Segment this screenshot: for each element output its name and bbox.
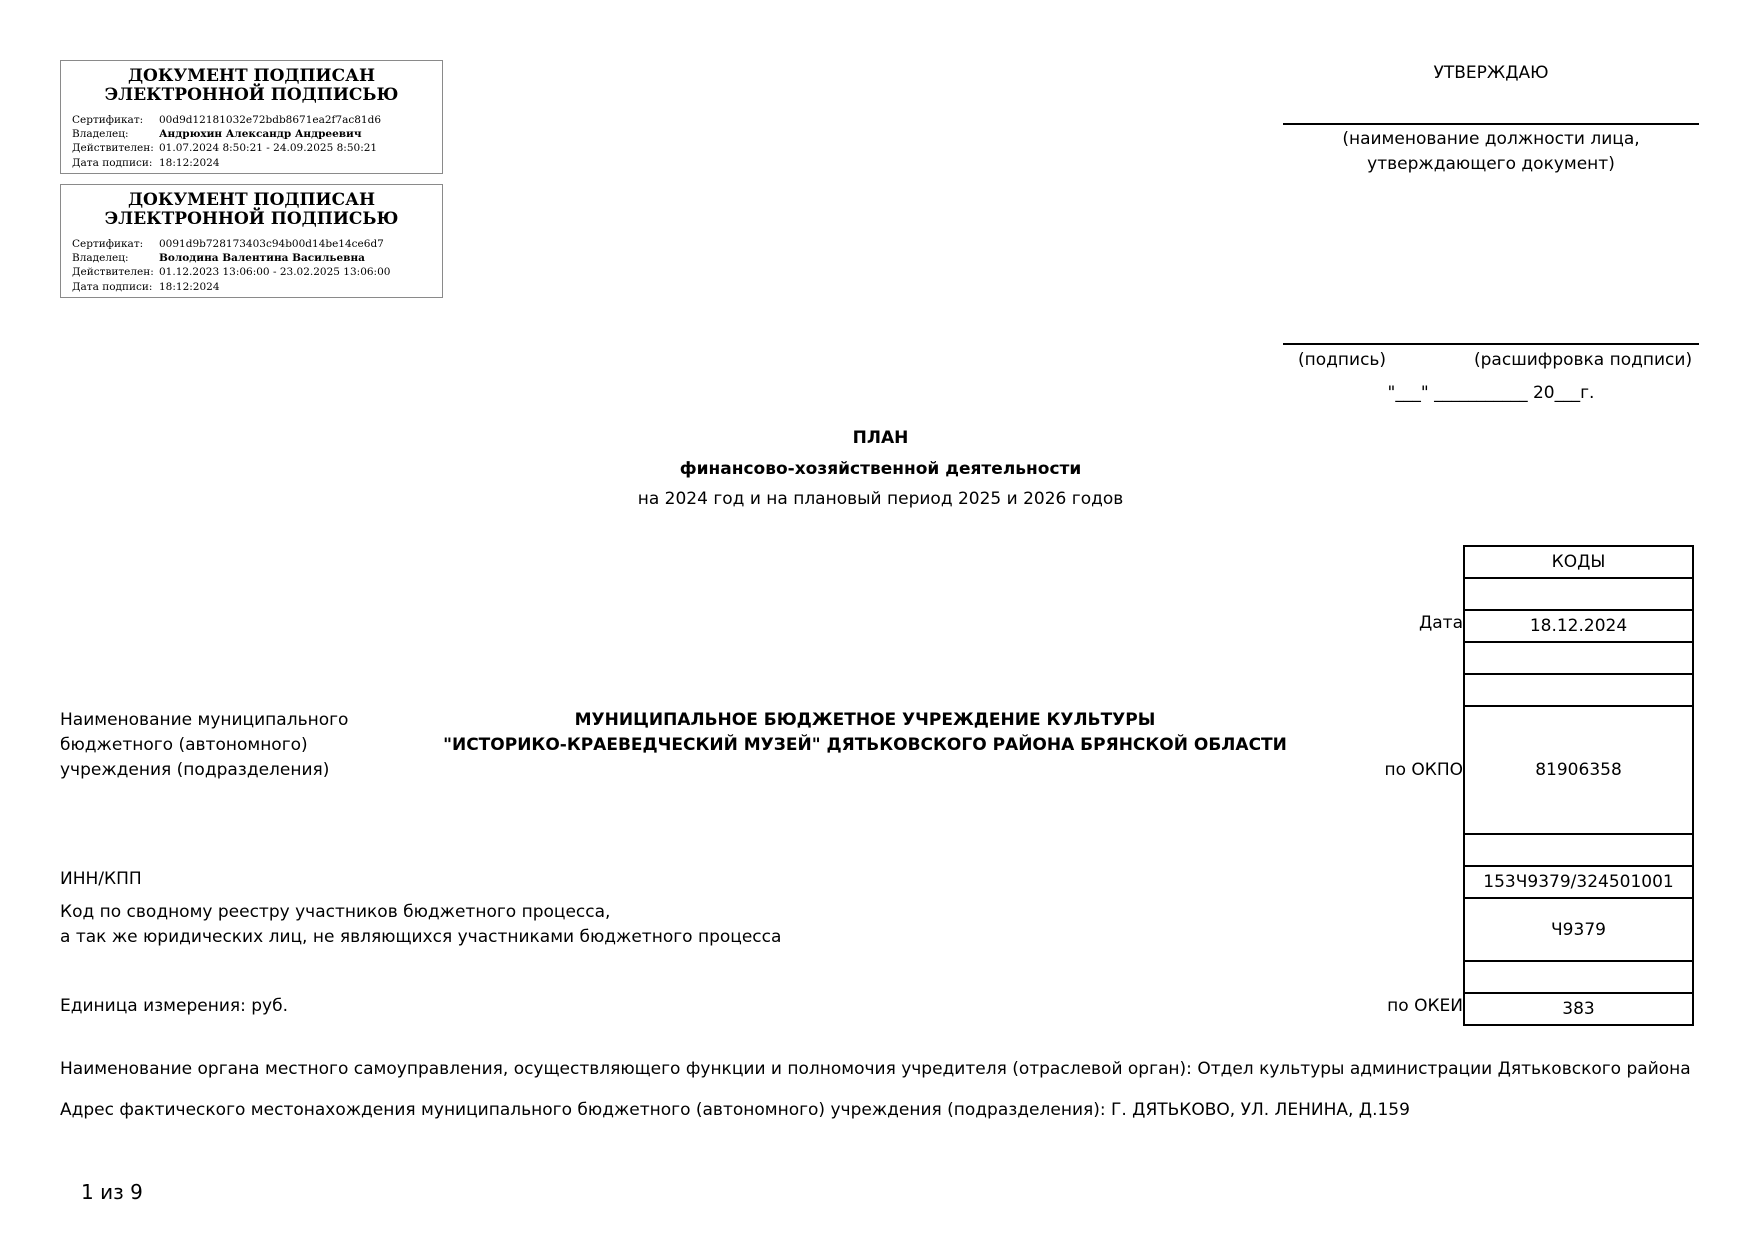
stamp-row-certificate: Сертификат: 00d9d12181032e72bdb8671ea2f7ac81d6 [72, 114, 382, 126]
e-signature-stamp-1 [60, 60, 443, 174]
stamp-row-owner: Владелец: Андрюхин Александр Андреевич [72, 128, 362, 141]
decode-caption: (расшифровка подписи) [1474, 350, 1693, 370]
unit-label: Единица измерения: руб. [60, 996, 288, 1016]
stamp-row-valid: Действителен: 01.12.2023 13:06:00 - 23.02.2025 13:06:00 [72, 266, 391, 279]
stamp-title: ДОКУМЕНТ ПОДПИСАН ЭЛЕКТРОННОЙ ПОДПИСЬЮ [104, 66, 399, 105]
codes-date-value: 18.12.2024 [1464, 610, 1693, 642]
stamp-row-sign-date: Дата подписи: 18:12:2024 [72, 280, 220, 293]
stamp-row-valid: Действителен: 01.07.2024 8:50:21 - 24.09.2025 8:50:21 [72, 142, 378, 155]
institution-label-1: Наименование муниципального [60, 710, 349, 730]
codes-empty-cell [1464, 642, 1693, 674]
codes-inn-kpp-value: 153Ч9379/324501001 [1464, 866, 1693, 898]
registry-label-1: Код по сводному реестру участников бюджетного процесса, [60, 902, 611, 922]
institution-label-2: бюджетного (автономного) [60, 735, 308, 755]
stamp-row-owner: Владелец: Володина Валентина Васильевна [72, 252, 365, 265]
codes-empty-cell [1464, 578, 1693, 610]
codes-okei-value: 383 [1464, 993, 1693, 1025]
document-title: ПЛАН [852, 428, 909, 448]
date-label: Дата [1418, 613, 1463, 633]
stamp-details [72, 237, 442, 294]
stamp-row-sign-date: Дата подписи: 18:12:2024 [72, 156, 220, 169]
stamp-details [72, 113, 442, 170]
approval-heading: УТВЕРЖДАЮ [1433, 63, 1549, 83]
codes-registry-value: Ч9379 [1464, 898, 1693, 961]
page-indicator: 1 из 9 [81, 1180, 143, 1204]
codes-empty-cell [1464, 834, 1693, 866]
okpo-label: по ОКПО [1384, 760, 1463, 780]
registry-label-2: а так же юридических лиц, не являющихся участниками бюджетного процесса [60, 927, 782, 947]
e-signature-stamp-2 [60, 184, 443, 298]
institution-name-2: "ИСТОРИКО-КРАЕВЕДЧЕСКИЙ МУЗЕЙ" ДЯТЬКОВСКОГО РАЙОНА БРЯНСКОЙ ОБЛАСТИ [443, 735, 1287, 755]
position-caption-1: (наименование должности лица, [1342, 129, 1640, 149]
document-subtitle: финансово-хозяйственной деятельности [679, 459, 1082, 479]
position-line [1283, 123, 1699, 125]
codes-header: КОДЫ [1464, 546, 1693, 578]
codes-empty-cell [1464, 674, 1693, 706]
signature-line [1283, 343, 1699, 345]
codes-okpo-value: 81906358 [1464, 706, 1693, 834]
document-period: на 2024 год и на плановый период 2025 и 2026 годов [637, 489, 1124, 509]
institution-label-3: учреждения (подразделения) [60, 760, 330, 780]
stamp-row-certificate: Сертификат: 0091d9b728173403c94b00d14be14ce6d7 [72, 238, 384, 250]
approval-date-line: "___" ___________ 20___г. [1387, 383, 1595, 403]
institution-name-1: МУНИЦИПАЛЬНОЕ БЮДЖЕТНОЕ УЧРЕЖДЕНИЕ КУЛЬТУРЫ [574, 710, 1156, 730]
codes-table [1463, 545, 1694, 1026]
okei-label: по ОКЕИ [1387, 996, 1463, 1016]
founder-line: Наименование органа местного самоуправления, осуществляющего функции и полномочия учредителя (отраслевой орган): Отдел культуры администрации Дятьковского района [60, 1059, 1691, 1079]
stamp-title: ДОКУМЕНТ ПОДПИСАН ЭЛЕКТРОННОЙ ПОДПИСЬЮ [104, 190, 399, 229]
signature-caption: (подпись) [1298, 350, 1387, 370]
position-caption-2: утверждающего документ) [1367, 154, 1615, 174]
inn-kpp-label: ИНН/КПП [60, 869, 142, 889]
codes-empty-cell [1464, 961, 1693, 993]
address-line: Адрес фактического местонахождения муниципального бюджетного (автономного) учреждения (подразделения): Г. ДЯТЬКОВО, УЛ. ЛЕНИНА, Д.159 [60, 1100, 1410, 1120]
